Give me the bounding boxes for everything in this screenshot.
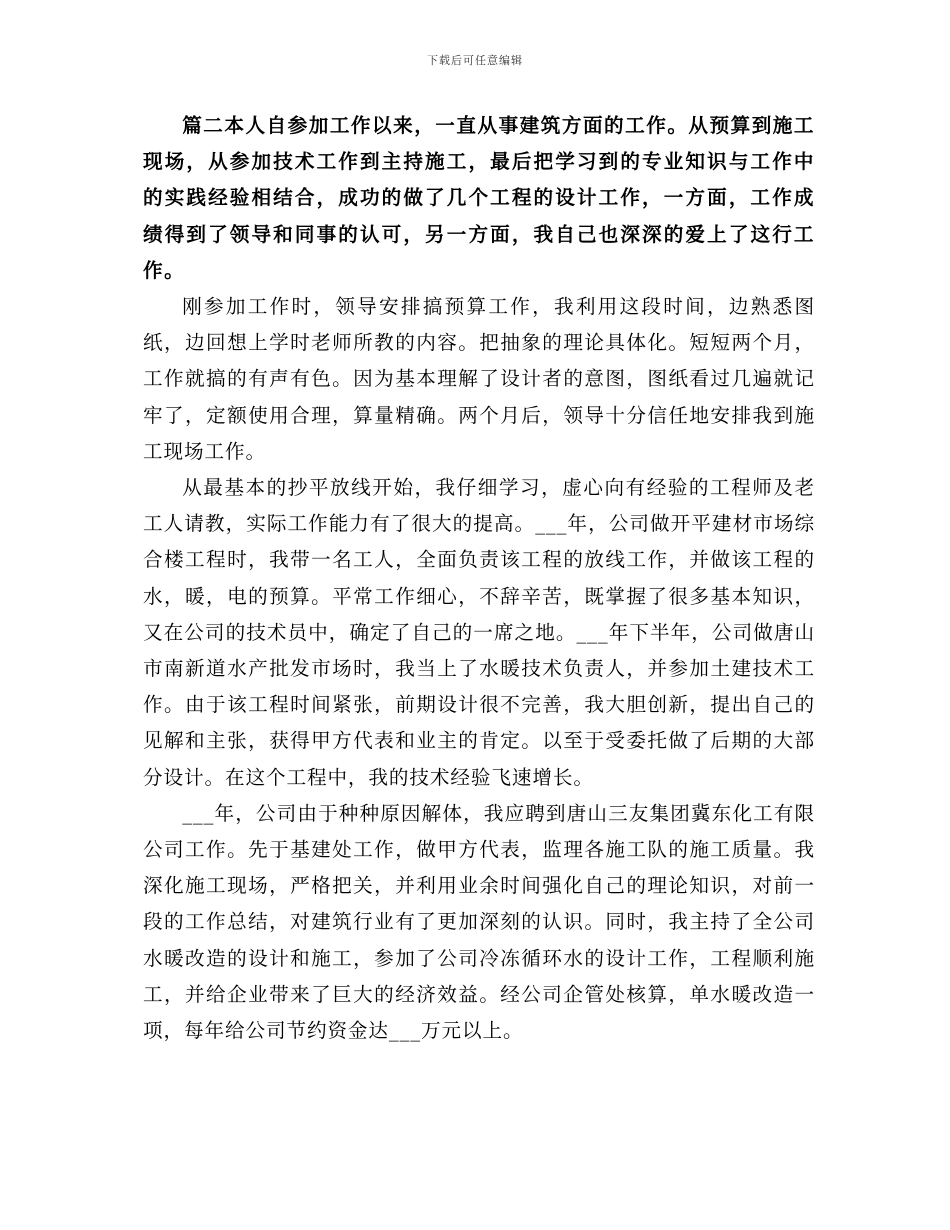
page-header: 下载后可任意编辑: [427, 54, 523, 67]
paragraph-intro: 篇二本人自参加工作以来，一直从事建筑方面的工作。从预算到施工现场，从参加技术工作到主持施工，最后把学习到的专业知识与工作中的实践经验相结合，成功的做了几个工程的设计工作，一方面，工作成绩得到了领导和同事的认可，另一方面，我自己也深深的爱上了这行工作。: [143, 114, 815, 282]
paragraph-company-work: ___年，公司由于种种原因解体，我应聘到唐山三友集团冀东化工有限公司工作。先于基建处工作，做甲方代表，监理各施工队的施工质量。我深化施工现场，严格把关，并利用业余时间强化自己的理论知识，对前一段的工作总结，对建筑行业有了更加深刻的认识。同时，我主持了全公司水暖改造的设计和施工，参加了公司冷冻循环水的设计工作，工程顺利施工，并给企业带来了巨大的经济效益。经公司企管处核算，单水暖改造一项，每年给公司节约资金达___万元以上。: [143, 801, 815, 1043]
paragraph-budget-work: 刚参加工作时，领导安排搞预算工作，我利用这段时间，边熟悉图纸，边回想上学时老师所教的内容。把抽象的理论具体化。短短两个月，工作就搞的有声有色。因为基本理解了设计者的意图，图纸看过几遍就记牢了，定额使用合理，算量精确。两个月后，领导十分信任地安排我到施工现场工作。: [143, 295, 815, 463]
paragraph-site-work: 从最基本的抄平放线开始，我仔细学习，虚心向有经验的工程师及老工人请教，实际工作能力有了很大的提高。___年，公司做开平建材市场综合楼工程时，我带一名工人，全面负责该工程的放线工作，并做该工程的水，暖，电的预算。平常工作细心，不辞辛苦，既掌握了很多基本知识，又在公司的技术员中，确定了自己的一席之地。___年下半年，公司做唐山市南新道水产批发市场时，我当上了水暖技术负责人，并参加土建技术工作。由于该工程时间紧张，前期设计很不完善，我大胆创新，提出自己的见解和主张，获得甲方代表和业主的肯定。以至于受委托做了后期的大部分设计。在这个工程中，我的技术经验飞速增长。: [143, 476, 815, 789]
document-body: [143, 108, 815, 1049]
